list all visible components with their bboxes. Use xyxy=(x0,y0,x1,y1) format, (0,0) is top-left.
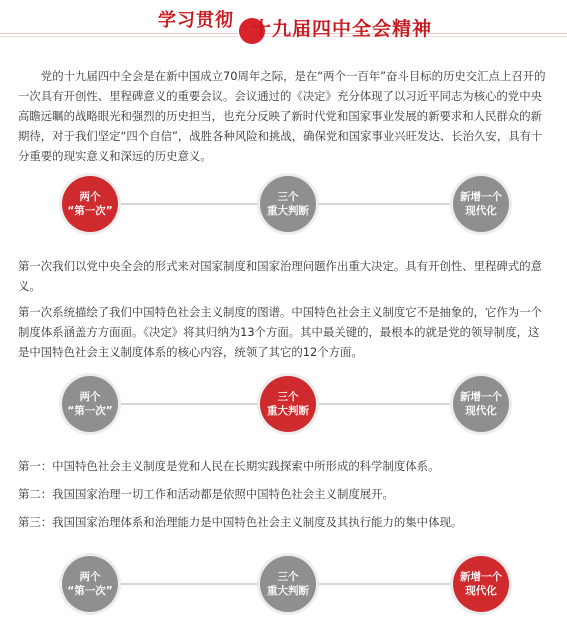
node-label-line2: “第一次” xyxy=(67,405,113,417)
node-label-line2: 重大判断 xyxy=(267,405,309,417)
page-header xyxy=(0,0,567,52)
node-label-line1: 两个 xyxy=(79,191,101,203)
node-two-firsts[interactable] xyxy=(62,176,118,232)
node-label-line2: “第一次” xyxy=(67,585,113,597)
header-rule-left xyxy=(0,33,238,34)
timeline-1 xyxy=(0,176,567,232)
node-label-line1: 三个 xyxy=(277,391,299,403)
node-three-judgments[interactable] xyxy=(260,556,316,612)
node-label-line2: 重大判断 xyxy=(267,205,309,217)
node-label-line2: 现代化 xyxy=(465,205,497,217)
section1-paragraph-1: 第一次我们以党中央全会的形式来对国家制度和国家治理问题作出重大决定。具有开创性、里程碑式的意义。 xyxy=(18,259,542,293)
node-label-line2: 现代化 xyxy=(465,405,497,417)
node-three-judgments[interactable] xyxy=(260,376,316,432)
section2-paragraph-1: 第一：中国特色社会主义制度是党和人民在长期实践探索中所形成的科学制度体系。 xyxy=(18,459,440,473)
intro-paragraph: 党的十九届四中全会是在新中国成立70周年之际，是在“两个一百年”奋斗目标的历史交汇点上召开的一次具有开创性、里程碑意义的重要会议。会议通过的《决定》充分体现了以习近平同志为核心的党中央高瞻远瞩的战略眼光和强烈的历史担当，也充分反映了新时代党和国家事业发展的新要求和人民群众的新期待，对于我们坚定“四个自信”，战胜各种风险和挑战，确保党和国家事业兴旺发达、长治久安，具有十分重要的现实意义和深远的历史意义。 xyxy=(18,69,546,163)
node-new-modernization[interactable] xyxy=(453,176,509,232)
section1-paragraph-2: 第一次系统描绘了我们中国特色社会主义制度的图谱。中国特色社会主义制度它不是抽象的，它作为一个制度体系涵盖方方面面。《决定》将其归纳为13个方面。其中最关键的，最根本的就是党的领导制度，这是中国特色社会主义制度体系的核心内容，统领了其它的12个方面。 xyxy=(18,305,542,359)
node-label-line1: 两个 xyxy=(79,391,101,403)
node-label-line1: 三个 xyxy=(277,571,299,583)
node-two-firsts[interactable] xyxy=(62,556,118,612)
node-label-line1: 新增一个 xyxy=(460,191,502,203)
section2-paragraph-2: 第二：我国国家治理一切工作和活动都是依照中国特色社会主义制度展开。 xyxy=(18,487,394,501)
node-two-firsts[interactable] xyxy=(62,376,118,432)
node-three-judgments[interactable] xyxy=(260,176,316,232)
node-new-modernization[interactable] xyxy=(453,556,509,612)
timeline-3 xyxy=(0,556,567,612)
header-rule-left-2 xyxy=(0,36,238,37)
node-label-line2: “第一次” xyxy=(67,205,113,217)
node-label-line1: 新增一个 xyxy=(460,391,502,403)
section2-paragraph-3: 第三：我国国家治理体系和治理能力是中国特色社会主义制度及其执行能力的集中体现。 xyxy=(18,515,463,529)
node-label-line1: 新增一个 xyxy=(460,571,502,583)
header-left-title: 学习贯彻 xyxy=(158,10,234,31)
header-right-title: 十九届四中全会精神 xyxy=(252,18,433,40)
node-new-modernization[interactable] xyxy=(453,376,509,432)
timeline-2 xyxy=(0,376,567,432)
node-label-line2: 现代化 xyxy=(465,585,497,597)
node-label-line1: 两个 xyxy=(79,571,101,583)
node-label-line2: 重大判断 xyxy=(267,585,309,597)
node-label-line1: 三个 xyxy=(277,191,299,203)
